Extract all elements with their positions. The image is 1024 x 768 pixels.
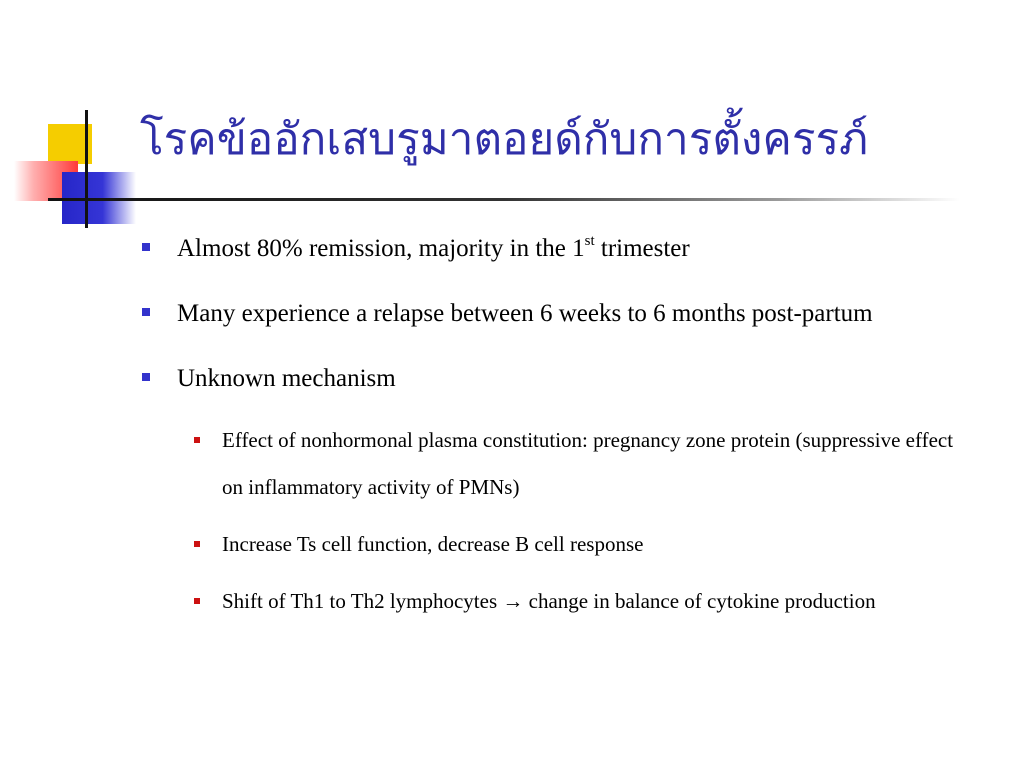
red-square-bullet-icon bbox=[194, 437, 200, 443]
sub-bullet-text-continued: change in balance of cytokine production bbox=[523, 589, 876, 613]
sub-bullet-text: Shift of Th1 to Th2 lymphocytes bbox=[222, 589, 503, 613]
blue-square-bullet-icon bbox=[142, 308, 150, 316]
vertical-rule bbox=[85, 110, 88, 228]
sub-bullet-text: Increase Ts cell function, decrease B cell response bbox=[222, 532, 644, 556]
bullet-text: Many experience a relapse between 6 weeks to 6 months post-partum bbox=[177, 300, 873, 327]
bullet-item-mechanism bbox=[140, 352, 960, 406]
bullet-list bbox=[140, 222, 960, 635]
sub-bullet-item-ts-cell bbox=[185, 521, 960, 568]
ordinal-superscript: st bbox=[584, 233, 595, 249]
bullet-item-remission bbox=[140, 222, 960, 276]
bullet-text: Unknown mechanism bbox=[177, 365, 396, 392]
bullet-text: Almost 80% remission, majority in the 1 bbox=[177, 235, 585, 262]
red-square-bullet-icon bbox=[194, 598, 200, 604]
sub-bullet-item-th-shift bbox=[185, 578, 960, 625]
title-underline-rule bbox=[48, 198, 960, 201]
slide-title: โรคข้ออักเสบรูมาตอยด์กับการตั้งครรภ์ bbox=[140, 114, 869, 165]
red-square-bullet-icon bbox=[194, 541, 200, 547]
sub-bullet-text: Effect of nonhormonal plasma constitution: pregnancy zone protein (suppressive effect on inflammatory activity of PMNs) bbox=[222, 428, 954, 499]
right-arrow-icon: → bbox=[502, 589, 524, 613]
blue-square-bullet-icon bbox=[142, 373, 150, 381]
blue-square-bullet-icon bbox=[142, 243, 150, 251]
sub-bullet-item-plasma bbox=[185, 417, 960, 511]
bullet-text-continued: trimester bbox=[594, 235, 690, 262]
bullet-item-relapse bbox=[140, 287, 960, 341]
